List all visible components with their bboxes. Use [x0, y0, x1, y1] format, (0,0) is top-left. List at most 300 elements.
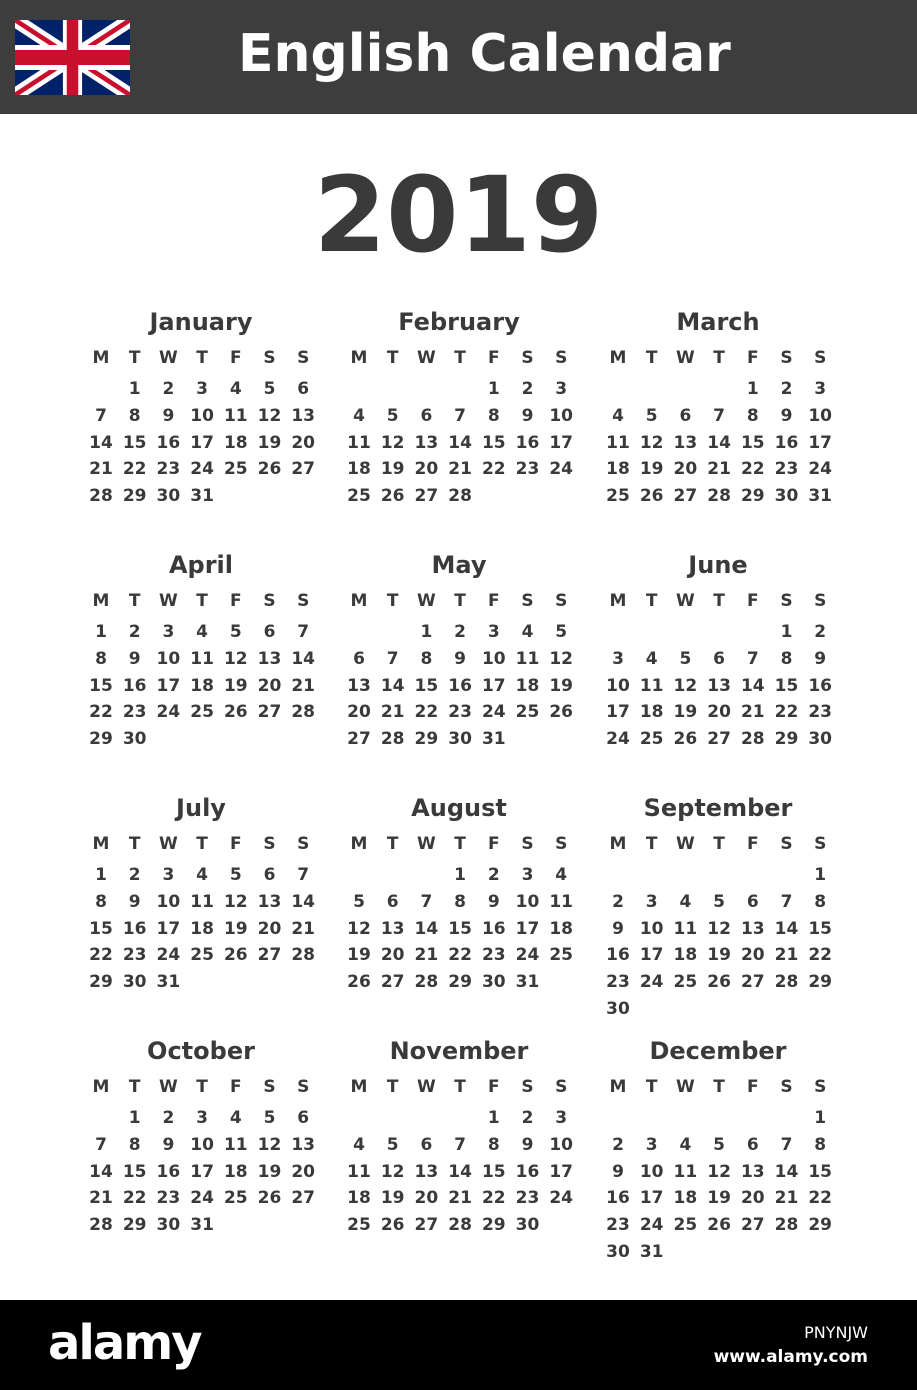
day-cell: 11	[515, 648, 540, 669]
day-cell: 18	[223, 432, 248, 453]
day-cell: 5	[386, 1134, 399, 1155]
day-cell: 28	[291, 945, 316, 966]
day-cell: 12	[380, 432, 405, 453]
day-cell: 5	[555, 622, 568, 642]
day-cell: 11	[549, 891, 574, 912]
weekday-label: S	[521, 348, 534, 368]
day-cell: 30	[774, 486, 799, 507]
day-cell: 31	[808, 486, 833, 507]
day-cell: 9	[128, 891, 141, 912]
day-cell: 10	[808, 405, 833, 426]
day-cell: 17	[156, 918, 181, 939]
weekday-label: W	[676, 348, 695, 368]
day-cell: 13	[347, 675, 371, 696]
day-cell: 3	[612, 648, 624, 669]
day-cell: 17	[549, 432, 574, 453]
day-cell: 28	[774, 1215, 799, 1236]
day-cell: 25	[639, 729, 664, 750]
day-cell: 12	[707, 918, 731, 939]
day-cell: 26	[707, 1215, 731, 1236]
weekday-label: T	[128, 834, 141, 854]
day-cell: 23	[606, 972, 630, 993]
weekday-label: T	[196, 834, 208, 854]
day-cell: 20	[347, 702, 371, 723]
day-cell: 20	[414, 1188, 439, 1209]
weekday-label: T	[454, 834, 466, 854]
day-cell: 6	[420, 405, 433, 426]
day-cell: 13	[740, 918, 765, 939]
day-cell: 17	[190, 432, 214, 453]
day-cell: 15	[774, 675, 799, 696]
day-cell: 26	[707, 972, 731, 993]
day-cell: 28	[414, 972, 439, 993]
day-cell: 18	[347, 1188, 371, 1209]
day-cell: 7	[95, 405, 107, 426]
day-cell: 14	[448, 1161, 472, 1182]
day-cell: 6	[746, 891, 759, 912]
day-cell: 7	[454, 405, 467, 426]
day-cell: 3	[555, 379, 568, 399]
weekday-label: M	[92, 348, 110, 368]
day-cell: 16	[156, 1161, 181, 1182]
day-cell: 4	[521, 622, 534, 642]
weekday-label: S	[555, 591, 568, 611]
weekday-label: W	[676, 834, 695, 854]
day-cell: 16	[448, 675, 472, 696]
day-cell: 12	[549, 648, 574, 669]
day-cell: 11	[673, 918, 698, 939]
day-cell: 2	[128, 865, 141, 885]
day-cell: 1	[814, 865, 827, 885]
day-cell: 14	[707, 432, 731, 453]
day-cell: 1	[814, 1108, 827, 1128]
day-cell: 27	[414, 486, 439, 507]
day-cell: 4	[612, 405, 624, 426]
day-cell: 23	[448, 702, 472, 723]
day-cell: 16	[606, 945, 630, 966]
day-cell: 9	[780, 405, 793, 426]
weekday-label: T	[128, 348, 141, 368]
day-cell: 6	[297, 379, 310, 399]
day-cell: 15	[740, 432, 765, 453]
day-cell: 8	[420, 648, 433, 669]
day-cell: 10	[190, 1134, 214, 1155]
day-cell: 6	[679, 405, 692, 426]
day-cell: 4	[196, 865, 209, 885]
day-cell: 17	[639, 945, 664, 966]
weekday-label: T	[645, 591, 658, 611]
alamy-logo: alamy	[48, 1315, 201, 1371]
month-name: May	[431, 551, 487, 579]
weekday-label: W	[676, 591, 695, 611]
month-name: June	[688, 551, 748, 579]
weekday-label: T	[454, 591, 466, 611]
day-cell: 16	[122, 675, 147, 696]
weekday-label: S	[521, 591, 534, 611]
day-cell: 10	[549, 405, 574, 426]
day-cell: 30	[606, 1242, 630, 1262]
day-cell: 21	[89, 1188, 113, 1209]
weekday-label: T	[386, 834, 399, 854]
day-cell: 15	[808, 1161, 833, 1182]
day-cell: 13	[291, 1134, 316, 1155]
day-cell: 16	[156, 432, 181, 453]
day-cell: 22	[122, 459, 147, 480]
day-cell: 29	[89, 729, 113, 750]
weekday-label: W	[159, 348, 178, 368]
day-cell: 24	[606, 729, 630, 750]
month-name: November	[389, 1037, 529, 1065]
day-cell: 2	[162, 1108, 175, 1128]
day-cell: 3	[487, 622, 500, 642]
day-cell: 9	[612, 918, 624, 939]
weekday-label: T	[386, 348, 399, 368]
day-cell: 20	[414, 459, 439, 480]
month-name: October	[147, 1037, 255, 1065]
day-cell: 7	[95, 1134, 107, 1155]
day-cell: 26	[673, 729, 698, 750]
day-cell: 17	[190, 1161, 214, 1182]
day-cell: 28	[291, 702, 316, 723]
day-cell: 15	[448, 918, 472, 939]
day-cell: 29	[89, 972, 113, 993]
month-name: April	[168, 551, 234, 579]
weekday-label: T	[454, 348, 466, 368]
day-cell: 14	[291, 891, 316, 912]
day-cell: 23	[156, 459, 181, 480]
day-cell: 10	[481, 648, 506, 669]
day-cell: 27	[257, 945, 282, 966]
day-cell: 21	[740, 702, 765, 723]
weekday-label: S	[555, 1077, 568, 1097]
weekday-label: S	[263, 591, 276, 611]
day-cell: 23	[481, 945, 506, 966]
day-cell: 22	[448, 945, 472, 966]
day-cell: 1	[95, 622, 107, 642]
day-cell: 22	[89, 702, 113, 723]
day-cell: 26	[257, 459, 282, 480]
day-cell: 15	[808, 918, 833, 939]
weekday-label: F	[229, 348, 242, 368]
day-cell: 26	[380, 1215, 405, 1236]
weekday-label: F	[487, 834, 500, 854]
day-cell: 17	[515, 918, 540, 939]
day-cell: 24	[639, 972, 664, 993]
day-cell: 6	[353, 648, 365, 669]
weekday-label: S	[814, 591, 827, 611]
day-cell: 12	[707, 1161, 731, 1182]
day-cell: 19	[380, 1188, 405, 1209]
day-cell: 7	[713, 405, 726, 426]
month-name: December	[649, 1037, 787, 1065]
day-cell: 25	[190, 945, 214, 966]
weekday-label: T	[128, 591, 141, 611]
day-cell: 7	[297, 622, 310, 642]
weekday-label: S	[814, 348, 827, 368]
day-cell: 1	[487, 379, 500, 399]
day-cell: 26	[257, 1188, 282, 1209]
day-cell: 30	[122, 729, 147, 750]
day-cell: 23	[122, 945, 147, 966]
day-cell: 25	[673, 1215, 698, 1236]
day-cell: 17	[481, 675, 506, 696]
day-cell: 27	[347, 729, 371, 750]
day-cell: 4	[229, 379, 242, 399]
day-cell: 8	[814, 891, 827, 912]
day-cell: 22	[774, 702, 799, 723]
weekday-label: S	[555, 348, 568, 368]
weekday-label: M	[350, 1077, 368, 1097]
day-cell: 11	[190, 648, 214, 669]
day-cell: 29	[774, 729, 799, 750]
day-cell: 17	[808, 432, 833, 453]
day-cell: 13	[291, 405, 316, 426]
weekday-label: S	[297, 591, 310, 611]
day-cell: 8	[95, 648, 107, 669]
day-cell: 8	[780, 648, 793, 669]
day-cell: 5	[229, 622, 242, 642]
day-cell: 3	[196, 1108, 209, 1128]
day-cell: 9	[454, 648, 467, 669]
day-cell: 5	[386, 405, 399, 426]
day-cell: 17	[606, 702, 630, 723]
day-cell: 16	[515, 432, 540, 453]
day-cell: 22	[122, 1188, 147, 1209]
day-cell: 20	[740, 1188, 765, 1209]
day-cell: 20	[380, 945, 405, 966]
day-cell: 24	[808, 459, 833, 480]
day-cell: 23	[515, 459, 540, 480]
day-cell: 10	[515, 891, 540, 912]
day-cell: 5	[713, 891, 726, 912]
day-cell: 11	[606, 432, 630, 453]
day-cell: 1	[95, 865, 107, 885]
day-cell: 5	[353, 891, 365, 912]
day-cell: 27	[673, 486, 698, 507]
day-cell: 7	[780, 891, 793, 912]
day-cell: 12	[257, 1134, 282, 1155]
day-cell: 20	[291, 432, 316, 453]
weekday-label: W	[417, 348, 436, 368]
day-cell: 27	[257, 702, 282, 723]
day-cell: 25	[673, 972, 698, 993]
month-name: September	[643, 794, 793, 822]
day-cell: 4	[645, 648, 658, 669]
weekday-label: M	[609, 591, 627, 611]
weekday-label: W	[676, 1077, 695, 1097]
day-cell: 28	[707, 486, 731, 507]
day-cell: 22	[481, 459, 506, 480]
weekday-label: M	[92, 834, 110, 854]
day-cell: 29	[808, 1215, 833, 1236]
weekday-label: W	[417, 834, 436, 854]
day-cell: 2	[780, 379, 793, 399]
day-cell: 9	[814, 648, 827, 669]
weekday-label: T	[713, 591, 725, 611]
day-cell: 14	[774, 918, 799, 939]
day-cell: 23	[606, 1215, 630, 1236]
day-cell: 6	[386, 891, 399, 912]
day-cell: 24	[515, 945, 540, 966]
day-cell: 14	[291, 648, 316, 669]
day-cell: 10	[606, 675, 630, 696]
day-cell: 1	[454, 865, 467, 885]
day-cell: 4	[679, 1134, 692, 1155]
day-cell: 30	[156, 486, 181, 507]
day-cell: 26	[347, 972, 371, 993]
day-cell: 13	[740, 1161, 765, 1182]
weekday-label: M	[609, 834, 627, 854]
day-cell: 12	[223, 648, 248, 669]
day-cell: 19	[257, 1161, 282, 1182]
day-cell: 29	[122, 1215, 147, 1236]
day-cell: 1	[128, 1108, 141, 1128]
day-cell: 20	[707, 702, 731, 723]
day-cell: 16	[808, 675, 833, 696]
day-cell: 3	[162, 622, 175, 642]
day-cell: 26	[223, 702, 248, 723]
day-cell: 3	[645, 891, 658, 912]
day-cell: 14	[89, 1161, 113, 1182]
day-cell: 2	[128, 622, 141, 642]
weekday-label: S	[780, 834, 793, 854]
day-cell: 10	[156, 891, 181, 912]
day-cell: 22	[481, 1188, 506, 1209]
day-cell: 18	[673, 945, 698, 966]
weekday-label: F	[746, 834, 759, 854]
day-cell: 10	[639, 1161, 664, 1182]
day-cell: 11	[223, 405, 248, 426]
weekday-label: M	[350, 348, 368, 368]
day-cell: 20	[291, 1161, 316, 1182]
day-cell: 24	[190, 459, 214, 480]
day-cell: 21	[380, 702, 405, 723]
day-cell: 11	[223, 1134, 248, 1155]
day-cell: 25	[223, 1188, 248, 1209]
day-cell: 13	[414, 432, 439, 453]
day-cell: 5	[229, 865, 242, 885]
day-cell: 18	[347, 459, 371, 480]
day-cell: 24	[156, 702, 181, 723]
weekday-label: S	[780, 1077, 793, 1097]
day-cell: 28	[89, 1215, 113, 1236]
day-cell: 2	[521, 379, 534, 399]
day-cell: 22	[808, 945, 833, 966]
weekday-label: W	[159, 591, 178, 611]
day-cell: 1	[128, 379, 141, 399]
day-cell: 24	[481, 702, 506, 723]
day-cell: 12	[347, 918, 371, 939]
month-name: August	[411, 794, 507, 822]
day-cell: 5	[263, 1108, 276, 1128]
day-cell: 29	[448, 972, 472, 993]
day-cell: 11	[639, 675, 664, 696]
day-cell: 18	[639, 702, 664, 723]
day-cell: 12	[257, 405, 282, 426]
weekday-label: F	[229, 1077, 242, 1097]
weekday-label: F	[746, 1077, 759, 1097]
weekday-label: T	[713, 834, 725, 854]
day-cell: 9	[612, 1161, 624, 1182]
day-cell: 4	[555, 865, 568, 885]
weekday-label: S	[297, 348, 310, 368]
day-cell: 10	[639, 918, 664, 939]
day-cell: 16	[606, 1188, 630, 1209]
day-cell: 16	[515, 1161, 540, 1182]
day-cell: 4	[196, 622, 209, 642]
weekday-label: T	[196, 348, 208, 368]
year-heading: 2019	[313, 154, 604, 276]
day-cell: 4	[229, 1108, 242, 1128]
weekday-label: S	[297, 1077, 310, 1097]
weekday-label: S	[780, 591, 793, 611]
day-cell: 3	[521, 865, 534, 885]
header-bar	[0, 0, 917, 114]
weekday-label: M	[350, 591, 368, 611]
day-cell: 14	[774, 1161, 799, 1182]
day-cell: 30	[606, 999, 630, 1019]
weekday-label: S	[521, 1077, 534, 1097]
day-cell: 24	[639, 1215, 664, 1236]
day-cell: 24	[190, 1188, 214, 1209]
day-cell: 21	[291, 675, 316, 696]
day-cell: 1	[746, 379, 759, 399]
day-cell: 18	[515, 675, 540, 696]
day-cell: 13	[673, 432, 698, 453]
weekday-label: F	[229, 591, 242, 611]
day-cell: 28	[89, 486, 113, 507]
month-name: July	[176, 794, 226, 822]
day-cell: 19	[673, 702, 698, 723]
day-cell: 31	[481, 729, 506, 750]
weekday-label: M	[92, 1077, 110, 1097]
day-cell: 7	[420, 891, 433, 912]
weekday-label: M	[609, 1077, 627, 1097]
day-cell: 2	[521, 1108, 534, 1128]
day-cell: 19	[223, 675, 248, 696]
day-cell: 15	[481, 1161, 506, 1182]
weekday-label: T	[386, 591, 399, 611]
day-cell: 25	[606, 486, 630, 507]
day-cell: 31	[156, 972, 181, 993]
weekday-label: T	[645, 834, 658, 854]
weekday-label: F	[746, 348, 759, 368]
weekday-label: T	[128, 1077, 141, 1097]
day-cell: 21	[448, 459, 472, 480]
day-cell: 22	[414, 702, 439, 723]
day-cell: 9	[521, 405, 534, 426]
day-cell: 5	[645, 405, 658, 426]
day-cell: 4	[679, 891, 692, 912]
day-cell: 22	[740, 459, 765, 480]
day-cell: 8	[128, 405, 141, 426]
day-cell: 14	[89, 432, 113, 453]
day-cell: 18	[190, 918, 214, 939]
day-cell: 17	[639, 1188, 664, 1209]
day-cell: 17	[156, 675, 181, 696]
day-cell: 27	[740, 1215, 765, 1236]
day-cell: 26	[380, 486, 405, 507]
day-cell: 13	[380, 918, 405, 939]
day-cell: 19	[257, 432, 282, 453]
month-name: March	[676, 308, 760, 336]
weekday-label: M	[92, 591, 110, 611]
month-name: February	[398, 308, 520, 336]
day-cell: 7	[386, 648, 399, 669]
day-cell: 27	[291, 459, 316, 480]
day-cell: 30	[156, 1215, 181, 1236]
day-cell: 6	[420, 1134, 433, 1155]
